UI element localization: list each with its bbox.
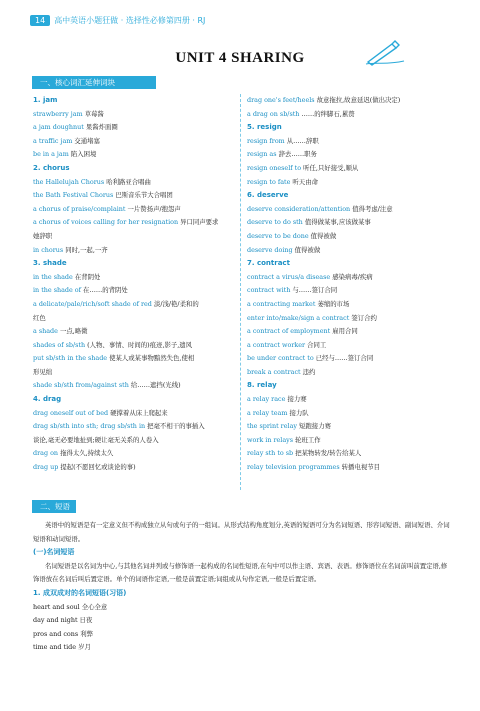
vocab-entry xyxy=(247,94,452,108)
vocab-entry xyxy=(33,352,238,366)
entry-phrase: resign to fate xyxy=(247,177,291,186)
entry-meaning: 值得被做 xyxy=(292,245,321,254)
entry-meaning: 值得做某事,应该做某事 xyxy=(302,218,371,227)
entry-phrase: be in a jam xyxy=(33,150,69,159)
noun-phrase-paragraph: 名词短语是以名词为中心,与其他名词并列或与修饰语一起构成的名词性短语,在句中可以作主语、宾语、表语。修饰语位在名词前叫前置定语,修饰语放在名词后叫后置定语。单个的词语作定语,一般是前置定语;词组或从句作定语,一般是后置定语。 xyxy=(33,561,448,584)
vocab-entry xyxy=(33,108,238,122)
vocab-entry xyxy=(247,461,452,475)
vocab-entry xyxy=(33,121,238,135)
entry-phrase: deserve consideration/attention xyxy=(247,204,351,213)
vocab-entry xyxy=(33,271,238,285)
vocab-entry xyxy=(247,447,452,461)
running-header xyxy=(30,12,205,28)
entry-phrase: drag oneself out of bed xyxy=(33,408,109,417)
entry-meaning: 给……遮挡(光线) xyxy=(128,381,181,390)
vocab-entry xyxy=(33,176,238,190)
entry-heading: 6. deserve xyxy=(247,191,289,200)
entry-meaning: 轮班工作 xyxy=(293,435,321,444)
vocab-entry xyxy=(33,461,238,475)
entry-meaning: 在背阴处 xyxy=(72,272,101,281)
entry-heading: 7. contract xyxy=(247,259,290,268)
entry-meaning: 淡/浅/艳/柔和的 xyxy=(151,299,199,308)
entry-meaning: 值得被做 xyxy=(308,231,337,240)
entry-phrase: resign as xyxy=(247,150,277,159)
vocab-entry xyxy=(33,379,238,393)
entry-phrase: the sprint relay xyxy=(247,422,297,431)
entry-meaning: 辞去……职务 xyxy=(276,150,317,159)
entry-phrase: work in relays xyxy=(247,435,294,444)
entry-meaning: 硬撑着从床上爬起来 xyxy=(108,408,168,417)
entry-phrase: break a contract xyxy=(247,367,301,376)
entry-phrase: a traffic jam xyxy=(33,136,73,145)
entry-meaning: 使某人或某事物黯然失色,使相 xyxy=(107,354,195,363)
entry-phrase: the Hallelujah Chorus xyxy=(33,177,105,186)
vocab-entry xyxy=(247,271,452,285)
entry-meaning: 提起(不愿回忆或谈论的事) xyxy=(58,463,136,472)
entry-meaning: 已经与……签订合同 xyxy=(313,354,374,363)
entry-meaning: 故意拖拉,故意延迟(做出决定) xyxy=(314,96,401,104)
vocab-entry xyxy=(247,352,452,366)
entry-phrase: drag one's feet/heels xyxy=(247,96,315,104)
entry-phrase: a shade xyxy=(33,327,58,336)
entry-phrase: relay television programmes xyxy=(247,463,340,472)
entry-phrase: a chorus of praise/complaint xyxy=(33,204,126,213)
entry-meaning: 签订合约 xyxy=(349,313,377,322)
vocab-entry xyxy=(247,325,452,339)
vocab-entry xyxy=(247,312,452,326)
entry-phrase: a delicate/pale/rich/soft shade of red xyxy=(33,299,152,308)
entry-phrase: drag on xyxy=(33,449,59,458)
section-heading-phrases: 二、短语 xyxy=(32,500,76,513)
entry-phrase: shade sb/sth from/against sth xyxy=(33,381,129,390)
vocab-entry xyxy=(247,407,452,421)
entry-continuation: 谈论,毫无必要地扯到;硬让毫无关系的人卷入 xyxy=(33,435,159,444)
vocab-entry xyxy=(247,393,452,407)
entry-meaning: 把某物转发/转告给某人 xyxy=(293,449,362,458)
vocab-entry xyxy=(33,135,238,149)
entry-phrase: deserve to do sth xyxy=(247,218,303,227)
entry-meaning: 一点,略微 xyxy=(57,327,88,336)
entry-phrase: a contract worker xyxy=(247,340,306,349)
vocab-entry xyxy=(247,135,452,149)
vocab-entry xyxy=(33,216,238,230)
entry-phrase: strawberry jam xyxy=(33,109,83,118)
entry-phrase: relay sth to sb xyxy=(247,449,294,458)
left-column xyxy=(33,94,238,475)
entry-phrase: in the shade of xyxy=(33,286,82,295)
entry-heading: 3. shade xyxy=(33,259,67,268)
vocab-entry xyxy=(33,447,238,461)
vocab-entry xyxy=(247,216,452,230)
entry-heading: 4. drag xyxy=(33,395,62,404)
entry-meaning: ……的绊脚石,累赘 xyxy=(299,109,355,118)
column-divider xyxy=(240,94,241,490)
idiom-item: day and night 日夜 xyxy=(33,616,93,625)
entry-meaning: 从……辞职 xyxy=(284,136,319,145)
entry-meaning: 短跑接力赛 xyxy=(296,422,331,431)
entry-meaning: 草莓酱 xyxy=(82,109,104,118)
entry-phrase: put sb/sth in the shade xyxy=(33,354,108,363)
entry-phrase: resign oneself to xyxy=(247,163,302,172)
vocab-entry xyxy=(33,189,238,203)
vocab-entry xyxy=(33,284,238,298)
subsection-title: (一)名词短语 xyxy=(33,548,75,557)
vocab-entry xyxy=(33,420,238,434)
entry-meaning: 值得考虑/注意 xyxy=(350,204,393,213)
entry-phrase: in chorus xyxy=(33,245,64,254)
entry-phrase: a contract of employment xyxy=(247,327,331,336)
entry-meaning: 把毫不相干的事插入 xyxy=(145,422,205,431)
entry-continuation: 她辞职 xyxy=(33,231,53,240)
vocab-entry xyxy=(247,230,452,244)
entry-meaning: 交通堵塞 xyxy=(72,136,100,145)
vocab-entry xyxy=(33,325,238,339)
entry-phrase: drag up xyxy=(33,463,59,472)
entry-meaning: 违约 xyxy=(300,367,316,376)
entry-meaning: 合同工 xyxy=(305,340,327,349)
vocab-entry xyxy=(247,203,452,217)
phrase-notes xyxy=(33,519,453,655)
vocab-entry xyxy=(33,407,238,421)
entry-continuation: 形见绌 xyxy=(33,367,53,376)
entry-phrase: a relay team xyxy=(247,408,288,417)
entry-phrase: a jam doughnut xyxy=(33,123,84,132)
entry-heading: 1. jam xyxy=(33,96,58,104)
vocab-entry xyxy=(33,148,238,162)
entry-phrase: contract with xyxy=(247,286,291,295)
vocab-entry xyxy=(247,244,452,258)
page-number: 14 xyxy=(30,15,50,26)
vocab-entry xyxy=(247,284,452,298)
entry-heading: 5. resign xyxy=(247,123,282,132)
vocab-entry xyxy=(247,434,452,448)
vocab-entry xyxy=(247,176,452,190)
idiom-item: pros and cons 利弊 xyxy=(33,629,93,638)
vocab-entry xyxy=(247,420,452,434)
entry-meaning: 萎缩的市场 xyxy=(315,299,350,308)
entry-phrase: deserve doing xyxy=(247,245,293,254)
section-heading-vocabulary: 一、核心词汇延伸词块 xyxy=(32,76,156,89)
entry-phrase: in the shade xyxy=(33,272,73,281)
vocab-entry xyxy=(33,298,238,312)
right-column xyxy=(247,94,452,475)
entry-meaning: 接力队 xyxy=(287,408,309,417)
entry-heading: 8. relay xyxy=(247,381,277,390)
entry-meaning: 转播电视节目 xyxy=(339,463,380,472)
entry-continuation: 红色 xyxy=(33,313,46,322)
point-title: 1. 成双成对的名词短语(习语) xyxy=(33,588,127,597)
entry-meaning: 拖得太久,持续太久 xyxy=(58,449,114,458)
entry-meaning: (人物、事情、时间的)痕迹,影子,遗风 xyxy=(85,340,193,349)
entry-phrase: deserve to be done xyxy=(247,231,309,240)
entry-phrase: a drag on sb/sth xyxy=(247,109,300,118)
vocab-entry xyxy=(33,203,238,217)
entry-heading: 2. chorus xyxy=(33,163,70,172)
vocab-entry xyxy=(33,339,238,353)
vocab-entry xyxy=(247,162,452,176)
entry-phrase: a relay race xyxy=(247,395,286,404)
entry-meaning: 雇用合同 xyxy=(330,327,358,336)
vocab-entry xyxy=(247,298,452,312)
intro-paragraph: 英语中的短语是有一定意义但不构成独立从句或句子的一组词。从形式结构角度划分,英语的短语可分为名词短语、形容词短语、副词短语、介词短语和动词短语。 xyxy=(33,521,450,543)
idiom-item: heart and soul 全心全意 xyxy=(33,602,108,611)
vocab-entry xyxy=(247,108,452,122)
entry-phrase: enter into/make/sign a contract xyxy=(247,313,350,322)
entry-meaning: 在……的背阴处 xyxy=(81,286,128,295)
entry-meaning: 感染病毒/疾病 xyxy=(330,272,373,281)
entry-meaning: 陷入困境 xyxy=(68,150,97,159)
idiom-list xyxy=(33,601,453,655)
entry-meaning: 哈利路亚合唱曲 xyxy=(104,177,151,186)
vocab-entry xyxy=(247,148,452,162)
entry-phrase: drag sb/sth into sth; drag sb/sth in xyxy=(33,422,146,431)
vocab-entry xyxy=(247,366,452,380)
entry-meaning: 接力赛 xyxy=(285,395,307,404)
entry-phrase: resign from xyxy=(247,136,285,145)
vocab-entry xyxy=(33,244,238,258)
book-title: 高中英语小题狂做 · 选择性必修第四册 · RJ xyxy=(54,15,206,25)
entry-meaning: 同时,一起,一齐 xyxy=(63,245,108,254)
entry-phrase: be under contract to xyxy=(247,354,314,363)
vocab-entry xyxy=(247,339,452,353)
entry-meaning: 听任,只好接受,顺从 xyxy=(301,163,359,172)
entry-meaning: 听天由命 xyxy=(290,177,318,186)
entry-phrase: the Bath Festival Chorus xyxy=(33,191,114,200)
entry-meaning: 巴斯音乐节大合唱团 xyxy=(113,191,173,200)
unit-title: UNIT 4 SHARING xyxy=(175,50,305,66)
idiom-item: time and tide 岁月 xyxy=(33,643,91,652)
entry-phrase: contract a virus/a disease xyxy=(247,272,331,281)
entry-meaning: 与……签订合同 xyxy=(290,286,338,295)
pen-icon xyxy=(362,38,408,66)
entry-phrase: shades of sb/sth xyxy=(33,340,86,349)
entry-phrase: a chorus of voices calling for her resignation xyxy=(33,218,179,227)
entry-meaning: 果酱炸面圈 xyxy=(83,123,118,132)
entry-meaning: 异口同声要求 xyxy=(178,218,219,227)
entry-phrase: a contracting market xyxy=(247,299,316,308)
entry-meaning: 一片赞扬声/抱怨声 xyxy=(125,204,181,213)
